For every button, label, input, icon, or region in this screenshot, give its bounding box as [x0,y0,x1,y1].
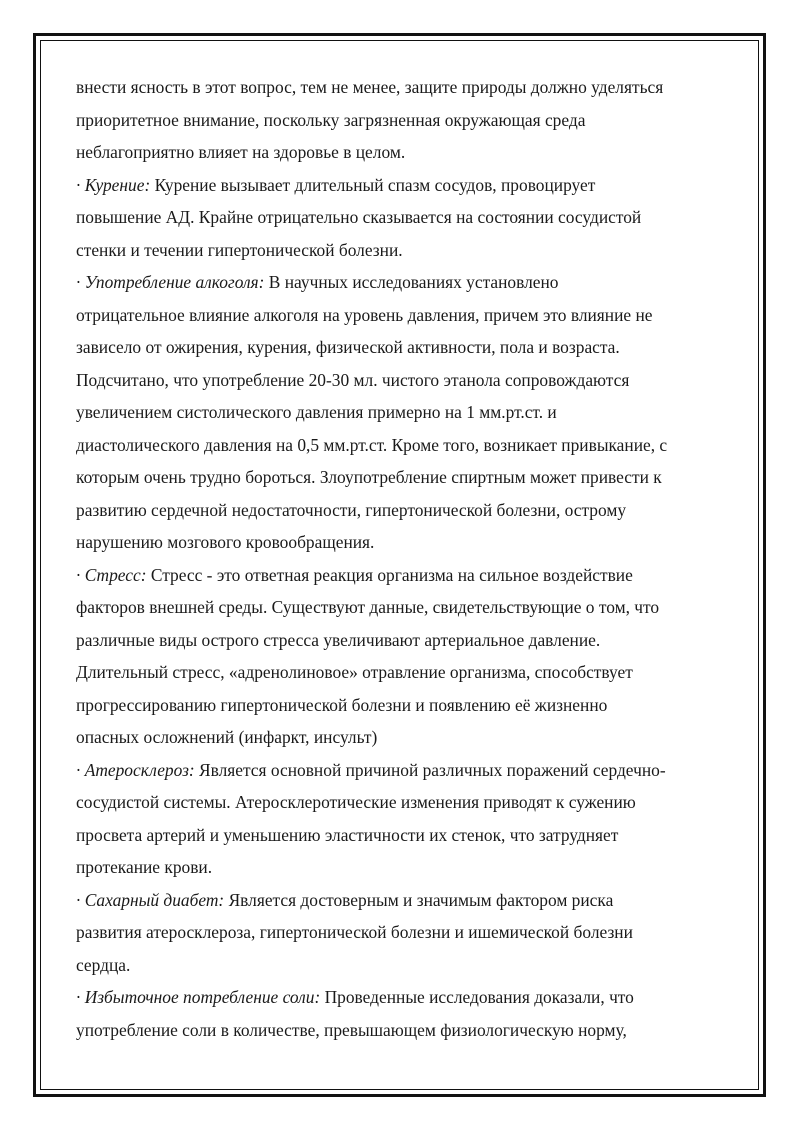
line-text: неблагоприятно влияет на здоровье в целом. [76,142,406,162]
line-text: нарушению мозгового кровообращения. [76,532,375,552]
section-label: · Атеросклероз: [76,759,195,780]
text-line [76,494,736,527]
text-line [76,591,736,624]
line-text: приоритетное внимание, поскольку загрязненная окружающая среда [76,109,586,130]
text-line [76,916,736,949]
line-text: зависело от ожирения, курения, физической активности, пола и возраста. [76,337,620,357]
line-text: факторов внешней среды. Существуют данные, свидетельствующие о том, что [76,597,660,617]
section-label: · Курение: [76,174,151,195]
line-text: сосудистой системы. Атеросклеротические изменения приводят к сужению [76,792,636,812]
text-line [76,461,736,494]
line-text: диастолического давления на 0,5 мм.рт.ст. Кроме того, возникает привыкание, с [76,434,668,455]
text-line [76,331,736,364]
text-line [76,1014,736,1047]
text-line [76,429,736,462]
line-text: сердца. [76,954,131,975]
section-label: · Стресс: [76,564,147,585]
line-text: повышение АД. Крайне отрицательно сказывается на состоянии сосудистой [76,207,642,227]
document-body-text [76,71,736,1046]
line-text: увеличением систолического давления примерно на 1 мм.рт.ст. и [76,402,557,422]
line-text: В научных исследованиях установлено [264,272,559,292]
line-text: употребление соли в количестве, превышающем физиологическую норму, [76,1019,627,1040]
line-text: опасных осложнений (инфаркт, инсульт) [76,727,378,747]
text-line [76,104,736,137]
line-text: Курение вызывает длительный спазм сосудов, провоцирует [150,174,596,195]
section-label: · Употребление алкоголя: [76,272,265,292]
line-text: Является основной причиной различных поражений сердечно- [194,759,666,780]
text-line [76,949,736,982]
text-line [76,266,736,299]
line-text: внести ясность в этот вопрос, тем не менее, защите природы должно уделяться [76,77,664,97]
line-text: Стресс - это ответная реакция организма на сильное воздействие [146,564,633,585]
text-line [76,136,736,169]
text-line [76,656,736,689]
line-text: Является достоверным и значимым фактором риска [224,889,614,910]
text-line [76,786,736,819]
text-line [76,624,736,657]
line-text: прогрессированию гипертонической болезни и появлению её жизненно [76,694,608,715]
line-text: протекание крови. [76,857,213,877]
text-line [76,559,736,592]
text-line [76,884,736,917]
line-text: просвета артерий и уменьшению эластичности их стенок, что затрудняет [76,824,619,845]
line-text: различные виды острого стресса увеличивают артериальное давление. [76,629,601,650]
line-text: Длительный стресс, «адренолиновое» отравление организма, способствует [76,662,633,682]
text-line [76,754,736,787]
line-text: Подсчитано, что употребление 20-30 мл. чистого этанола сопровождаются [76,369,630,390]
line-text: которым очень трудно бороться. Злоупотребление спиртным может привести к [76,467,662,487]
text-line [76,299,736,332]
line-text: развития атеросклероза, гипертонической болезни и ишемической болезни [76,922,633,942]
section-label: · Сахарный диабет: [76,889,225,910]
text-line [76,851,736,884]
line-text: стенки и течении гипертонической болезни. [76,239,403,260]
line-text: Проведенные исследования доказали, что [320,987,634,1007]
text-line [76,169,736,202]
text-line [76,364,736,397]
text-line [76,71,736,104]
section-label: · Избыточное потребление соли: [76,987,321,1007]
text-line [76,234,736,267]
text-line [76,526,736,559]
text-line [76,721,736,754]
text-line [76,201,736,234]
line-text: отрицательное влияние алкоголя на уровень давления, причем это влияние не [76,304,653,325]
text-line [76,396,736,429]
text-line [76,981,736,1014]
text-line [76,819,736,852]
text-line [76,689,736,722]
line-text: развитию сердечной недостаточности, гипертонической болезни, острому [76,499,627,520]
